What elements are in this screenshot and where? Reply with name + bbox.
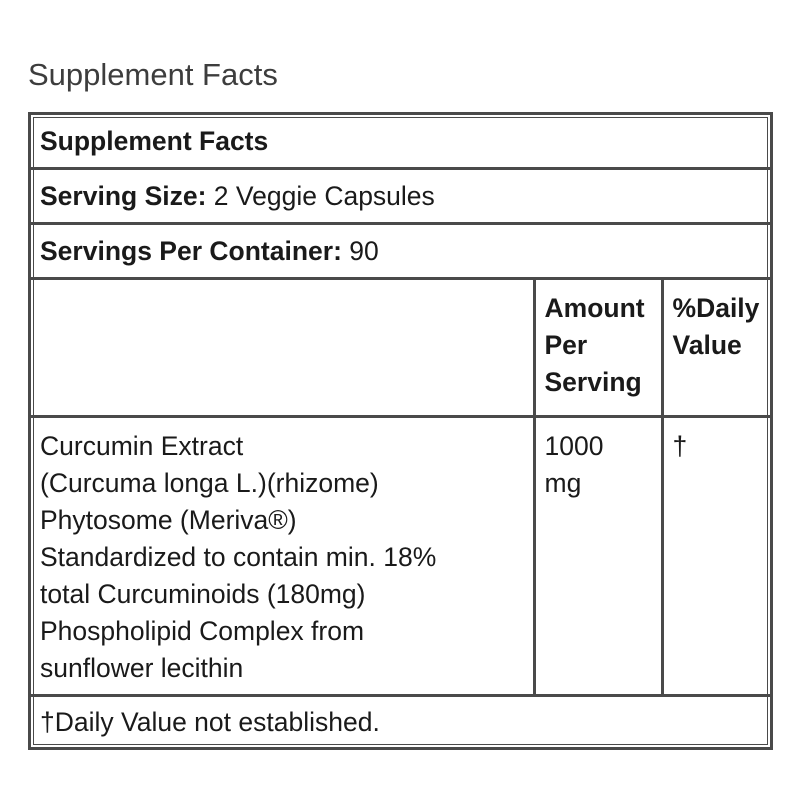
amount-header-line: Amount bbox=[544, 293, 645, 323]
ingredient-line: Phospholipid Complex from bbox=[40, 616, 365, 646]
amount-header-line: Per bbox=[544, 330, 588, 360]
daily-value-header bbox=[662, 279, 770, 417]
panel-title-text: Supplement Facts bbox=[40, 125, 269, 156]
page-title: Supplement Facts bbox=[28, 57, 278, 92]
footnote-cell bbox=[31, 696, 770, 748]
supplement-facts-table bbox=[31, 115, 770, 747]
ingredient-line: sunflower lecithin bbox=[40, 653, 244, 683]
ingredient-row bbox=[31, 417, 770, 696]
servings-per-container-value: 90 bbox=[349, 235, 379, 266]
ingredient-line: Standardized to contain min. 18% bbox=[40, 542, 437, 572]
amount-line: 1000 bbox=[544, 431, 604, 461]
serving-size-value: 2 Veggie Capsules bbox=[213, 180, 435, 211]
amount-header-line: Serving bbox=[544, 367, 642, 397]
dv-header-line: Value bbox=[672, 330, 742, 360]
servings-per-container-row bbox=[31, 224, 770, 279]
ingredient-amount-cell bbox=[534, 417, 662, 696]
servings-per-container-cell bbox=[31, 224, 770, 279]
ingredient-line: total Curcuminoids (180mg) bbox=[40, 579, 366, 609]
panel-title-row bbox=[31, 115, 770, 169]
serving-size-cell bbox=[31, 169, 770, 224]
dv-header-line: %Daily bbox=[672, 293, 760, 323]
ingredient-line: Phytosome (Meriva®) bbox=[40, 505, 297, 535]
ingredient-line: Curcumin Extract bbox=[40, 431, 244, 461]
serving-size-label: Serving Size: bbox=[40, 180, 207, 211]
amount-line: mg bbox=[544, 468, 582, 498]
amount-per-serving-header bbox=[534, 279, 662, 417]
supplement-facts-panel bbox=[28, 112, 773, 750]
servings-per-container-label: Servings Per Container: bbox=[40, 235, 342, 266]
ingredient-name-cell bbox=[31, 417, 534, 696]
ingredient-line: (Curcuma longa L.)(rhizome) bbox=[40, 468, 379, 498]
dagger-symbol: † bbox=[672, 431, 688, 461]
footnote-row bbox=[31, 696, 770, 748]
ingredient-daily-value-cell bbox=[662, 417, 770, 696]
panel-title bbox=[31, 115, 770, 169]
column-header-row bbox=[31, 279, 770, 417]
ingredient-header-cell bbox=[31, 279, 534, 417]
serving-size-row bbox=[31, 169, 770, 224]
footnote-text: †Daily Value not established. bbox=[40, 706, 380, 737]
